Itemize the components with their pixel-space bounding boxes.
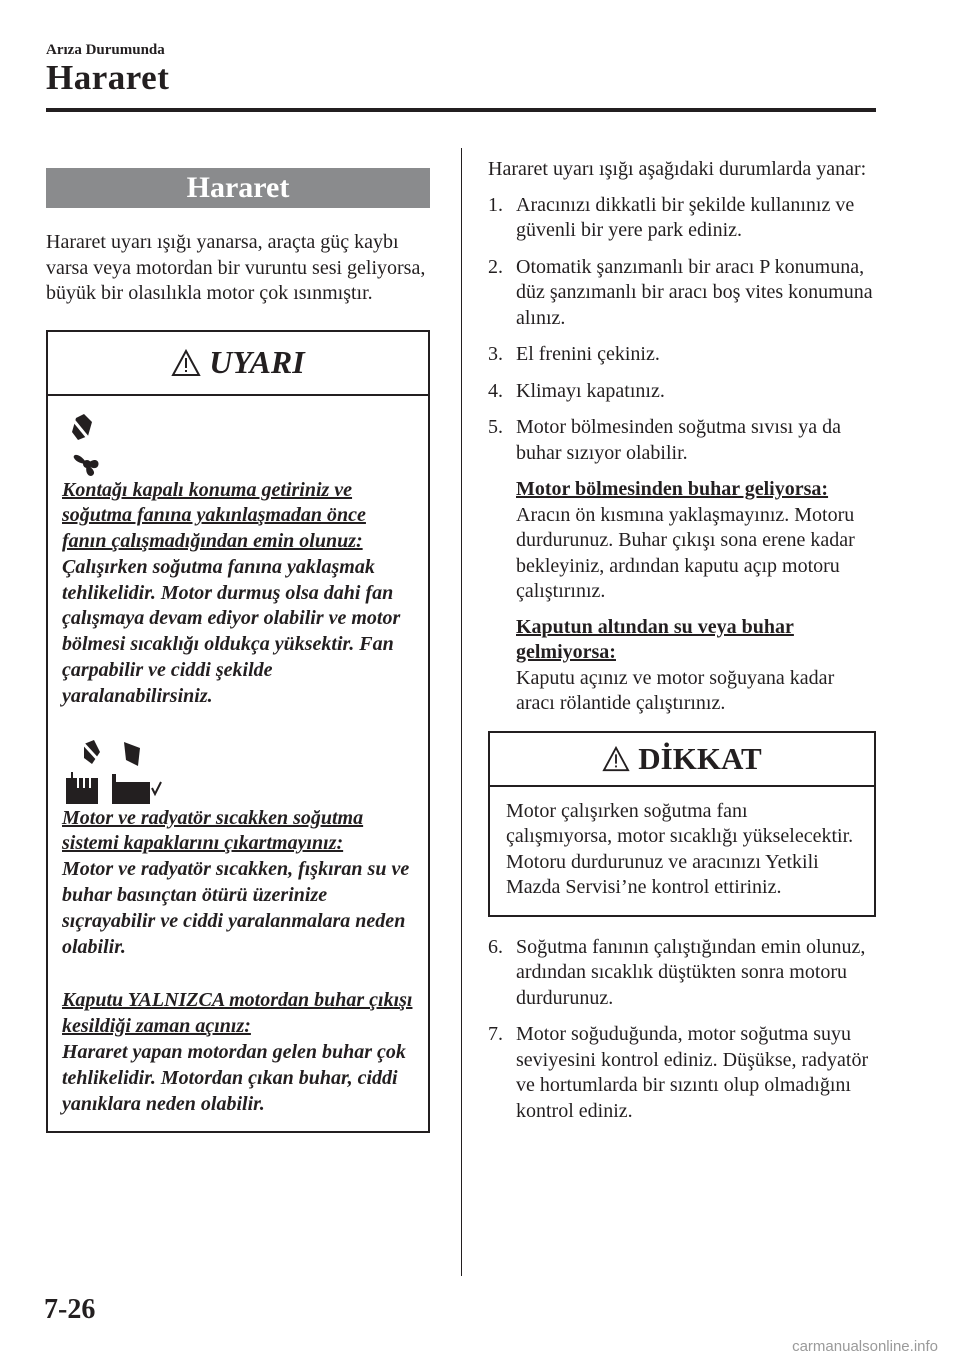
warning-item2-heading: Motor ve radyatör sıcakken soğutma sistemi kapaklarını çıkartmayınız: — [62, 806, 364, 855]
steam-case — [516, 477, 876, 605]
warning-item1-text: Çalışırken soğutma fanına yaklaşmak tehlikelidir. Motor durmuş olsa dahi fan çalışmaya devam ediyor olabilir ve motor bölmesi sıcaklığı oldukça yüksektir. Fan çarpabilir ve ciddi şekilde yaralanabilirsiniz. — [62, 555, 401, 707]
step-text: Aracınızı dikkatli bir şekilde kullanınız ve güvenli bir yere park ediniz. — [516, 193, 855, 241]
watermark: carmanualsonline.info — [792, 1338, 938, 1355]
warning-title: UYARI — [209, 344, 305, 380]
list-item — [488, 935, 876, 1012]
fan-hand-icon — [62, 412, 112, 480]
column-divider — [461, 148, 462, 1276]
warning-body — [48, 396, 428, 1132]
caution-text: Motor çalışırken soğutma fanı çalışmıyorsa, motor sıcaklığı yükselecektir. Motoru durdurunuz ve aracınızı Yetkili Mazda Servisi’ne kontrol ettiriniz. — [506, 799, 854, 898]
list-item — [488, 1022, 876, 1124]
step-text: Motor bölmesinden soğutma sıvısı ya da buhar sızıyor olabilir. — [516, 416, 841, 464]
list-item — [488, 415, 876, 466]
chapter-title: Hararet — [46, 58, 170, 97]
caution-title: DİKKAT — [638, 740, 762, 776]
right-column — [488, 157, 876, 1135]
no-steam-case-text: Kaputu açınız ve motor soğuyana kadar aracı rölantide çalıştırınız. — [516, 666, 835, 714]
no-steam-case — [516, 615, 876, 717]
step-number: 3. — [488, 343, 503, 365]
step-number: 1. — [488, 193, 503, 216]
section-label: Arıza Durumunda — [46, 42, 165, 58]
right-intro: Hararet uyarı ışığı aşağıdaki durumlarda yanar: — [488, 158, 867, 180]
steam-case-text: Aracın ön kısmına yaklaşmayınız. Motoru durdurunuz. Buhar çıkışı sona erene kadar bekleyiniz, ardından kaputu açıp motoru çalıştırınız. — [516, 503, 855, 602]
left-column — [46, 168, 430, 1133]
title-rule — [46, 108, 876, 112]
caution-header — [490, 733, 874, 787]
radiator-cap-icon — [62, 738, 162, 808]
step-number: 5. — [488, 416, 503, 438]
step-number: 6. — [488, 935, 503, 958]
list-item — [488, 193, 876, 244]
step-text: Soğutma fanının çalıştığından emin olunuz, ardından sıcaklık düştükten sonra motoru durdurunuz. — [516, 935, 866, 1009]
list-item — [488, 255, 876, 332]
step-text: El frenini çekiniz. — [516, 343, 660, 365]
section-banner: Hararet — [46, 168, 430, 208]
intro-paragraph: Hararet uyarı ışığı yanarsa, araçta güç kaybı varsa veya motordan bir vuruntu sesi geliyorsa, büyük bir olasılıkla motor çok ısınmıştır. — [46, 231, 426, 304]
warning-item2-text: Motor ve radyatör sıcakken, fışkıran su ve buhar basınçtan ötürü üzerinize sıçrayabilir ve ciddi yaralanmalara neden olabilir. — [62, 858, 410, 958]
step-text: Klimayı kapatınız. — [516, 379, 665, 402]
warning-triangle-icon — [171, 349, 201, 377]
warning-item3-text: Hararet yapan motordan gelen buhar çok tehlikelidir. Motordan çıkan buhar, ciddi yanıklara neden olabilir. — [62, 1041, 406, 1115]
steam-case-heading: Motor bölmesinden buhar geliyorsa: — [516, 478, 829, 500]
warning-header — [48, 332, 428, 396]
list-item — [488, 342, 876, 368]
no-steam-case-heading: Kaputun altından su veya buhar gelmiyorsa: — [516, 615, 794, 663]
warning-box — [46, 330, 430, 1134]
caution-box — [488, 731, 876, 917]
caution-triangle-icon — [602, 746, 630, 772]
step-number: 7. — [488, 1023, 503, 1045]
list-item — [488, 379, 876, 405]
page-number: 7-26 — [44, 1294, 96, 1325]
warning-item1-heading: Kontağı kapalı konuma getiriniz ve soğutma fanına yakınlaşmadan önce fanın çalışmadığından emin olunuz: — [62, 478, 366, 553]
step-number: 2. — [488, 255, 503, 278]
step-number: 4. — [488, 379, 503, 402]
step-text: Motor soğuduğunda, motor soğutma suyu seviyesini kontrol ediniz. Düşükse, radyatör ve hortumlarda bir sızıntı olup olmadığını kontrol ediniz. — [516, 1023, 869, 1122]
step-text: Otomatik şanzımanlı bir aracı P konumuna, düz şanzımanlı bir aracı boş vites konumuna alınız. — [516, 255, 873, 329]
warning-item3-heading: Kaputu YALNIZCA motordan buhar çıkışı kesildiği zaman açınız: — [62, 989, 413, 1038]
